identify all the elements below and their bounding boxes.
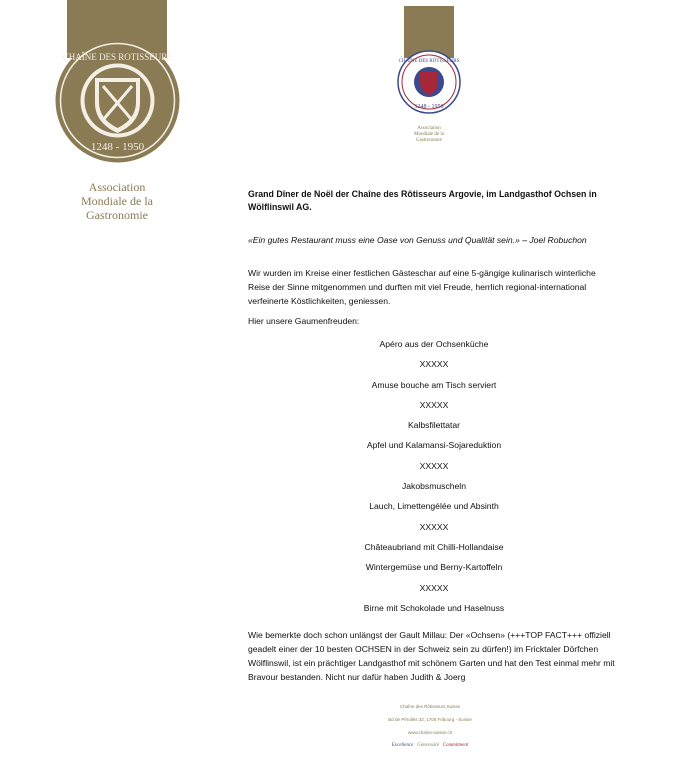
motto-commitment: Commitment <box>442 743 469 748</box>
menu-item: Jakobsmuscheln <box>401 481 466 492</box>
footer-address: Bd de Pérolles 32, 1700 Fribourg - Suisse <box>388 717 472 722</box>
menu-item: Lauch, Limettengélée und Absinth <box>369 501 499 512</box>
document-title: Grand Dîner de Noël der Chaîne des Rôtisseurs Argovie, im Landgasthof Ochsen in Wölflinswil AG. <box>248 189 597 212</box>
svg-text:1248 - 1950: 1248 - 1950 <box>414 104 444 110</box>
motto-generosite: Generosité <box>417 743 439 748</box>
quote: «Ein gutes Restaurant muss eine Oase von Genuss und Qualität sein.» – Joel Robuchon <box>248 235 587 245</box>
menu-heading: Hier unsere Gaumenfreuden: <box>248 316 360 326</box>
menu-item: Wintergemüse und Berny-Kartoffeln <box>365 562 503 573</box>
footer <box>300 704 560 749</box>
chaine-small-seal-logo <box>397 50 461 114</box>
svg-text:CHAÎNE DES RÔTISSEURS: CHAÎNE DES RÔTISSEURS <box>398 59 460 64</box>
small-association-label: Association Mondiale de la Gastronomie <box>414 126 444 143</box>
menu-item: Kalbsfilettatar <box>407 420 461 431</box>
menu-item: Birne mit Schokolade und Haselnuss <box>363 602 505 613</box>
chaine-seal-logo <box>55 38 180 163</box>
menu-separator: XXXXX <box>419 521 449 532</box>
menu-list <box>248 334 620 618</box>
menu-item: Amuse bouche am Tisch serviert <box>371 379 497 390</box>
svg-text:1248 - 1950: 1248 - 1950 <box>90 141 145 153</box>
menu-item: Apfel und Kalamansi-Sojareduktion <box>366 440 502 451</box>
footer-web: www.chaine-suisse.ch <box>407 730 453 735</box>
intro-paragraph: Wir wurden im Kreise einer festlichen Gästeschar auf eine 5-gängige kulinarisch winterliche Reise der Sinne mitgenommen und durften mit viel Freude, herrlich regional-international verfeinerte Köstlichkeiten, geniessen. <box>248 268 596 306</box>
association-label: Association Mondiale de la Gastronomie <box>81 180 153 222</box>
svg-text:CHAÎNE DES ROTISSEURS: CHAÎNE DES ROTISSEURS <box>62 52 173 62</box>
menu-item: Châteaubriand mit Chilli-Hollandaise <box>364 541 504 552</box>
footer-motto <box>300 743 560 749</box>
motto-excellence: Excellence <box>391 743 414 748</box>
closing-paragraph: Wie bemerkte doch schon unlängst der Gault Millau: Der «Ochsen» (+++TOP FACT+++ offiziell geadelt einer der 10 besten OCHSEN in der Schweiz sein zu dürfen!) im Fricktaler Dörfchen Wölflinswil, ist ein prächtiger Landgasthof mit schönem Garten und hat den Test einmal mehr mit Bravour bestanden. Nicht nur dafür haben Judith & Joerg <box>248 630 615 683</box>
menu-separator: XXXXX <box>419 460 449 471</box>
menu-item: Apéro aus der Ochsenküche <box>379 339 489 349</box>
menu-separator: XXXXX <box>419 399 449 410</box>
footer-org: Chaîne des Rôtisseurs Suisse <box>399 704 461 709</box>
menu-separator: XXXXX <box>419 582 449 593</box>
document-body <box>248 188 620 684</box>
menu-separator: XXXXX <box>419 359 449 370</box>
